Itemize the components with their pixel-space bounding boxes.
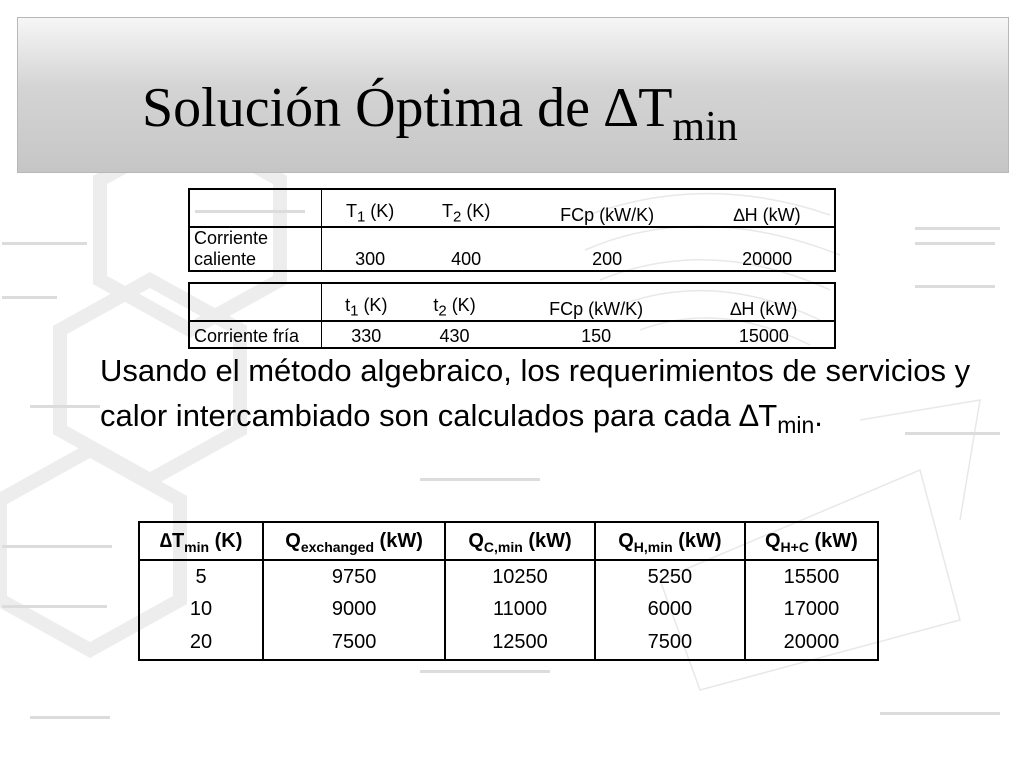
cell-qh-plus-c: 15500	[745, 560, 878, 593]
hot-value-dh: 20000	[700, 227, 835, 271]
hot-value-t1: 300	[322, 227, 419, 271]
cold-header-blank	[189, 283, 322, 321]
hot-header-blank	[189, 189, 322, 227]
hot-header-fcp: FCp (kW/K)	[560, 205, 655, 225]
table-row	[139, 625, 878, 660]
header-qc-min: $Q_{C,min}$ (kW)	[445, 522, 595, 560]
cold-header-t1: $t_1$ (K)	[345, 295, 388, 320]
cell-qh-min: 5250	[595, 560, 745, 593]
header-qh-min: $Q_{H,min}$ (kW)	[595, 522, 745, 560]
slide-title	[142, 77, 738, 150]
cell-qh-min: 6000	[595, 593, 745, 625]
cold-header-t2: $t_2$ (K)	[433, 295, 476, 320]
cell-qh-min: 7500	[595, 625, 745, 660]
cell-q-exchanged: 9000	[263, 593, 445, 625]
cold-row-label: Corriente fría	[189, 321, 322, 348]
cell-qh-plus-c: 17000	[745, 593, 878, 625]
cell-q-exchanged: 9750	[263, 560, 445, 593]
hot-header-dh: ∆H (kW)	[733, 205, 801, 225]
hot-header-t1: $T_1$ (K)	[345, 201, 395, 226]
cell-qc-min: 10250	[445, 560, 595, 593]
cell-q-exchanged: 7500	[263, 625, 445, 660]
results-table	[138, 521, 879, 661]
hot-header-t2: $T_2$ (K)	[441, 201, 491, 226]
header-q-exchanged: $Q_{exchanged}$ (kW)	[263, 522, 445, 560]
cold-header-dh: ∆H (kW)	[730, 299, 798, 319]
cold-value-t2: 430	[411, 321, 499, 348]
cell-dtmin: 20	[139, 625, 263, 660]
body-paragraph: Usando el método algebraico, los requerimientos de servicios y calor intercambiado son calculados para cada $\Delta T_{min}$.	[100, 353, 971, 438]
table-row	[139, 560, 878, 593]
cold-value-dh: 15000	[694, 321, 835, 348]
cold-value-t1: 330	[322, 321, 411, 348]
header-qh-plus-c: $Q_{H+C}$ (kW)	[745, 522, 878, 560]
cold-header-fcp: FCp (kW/K)	[549, 299, 644, 319]
title-main: Solución Óptima de ∆T	[142, 77, 673, 139]
cell-qh-plus-c: 20000	[745, 625, 878, 660]
cell-dtmin: 10	[139, 593, 263, 625]
header-dtmin: $\Delta T_{min}$ (K)	[139, 522, 263, 560]
cell-qc-min: 12500	[445, 625, 595, 660]
title-subscript: min	[672, 104, 738, 150]
cold-stream-table	[188, 282, 836, 349]
title-banner	[17, 17, 1009, 173]
cell-dtmin: 5	[139, 560, 263, 593]
table-row	[139, 593, 878, 625]
hot-value-fcp: 200	[514, 227, 700, 271]
hot-stream-table	[188, 188, 836, 272]
hot-value-t2: 400	[418, 227, 514, 271]
hot-row-label: Corriente caliente	[189, 227, 322, 271]
cell-qc-min: 11000	[445, 593, 595, 625]
cold-value-fcp: 150	[499, 321, 694, 348]
